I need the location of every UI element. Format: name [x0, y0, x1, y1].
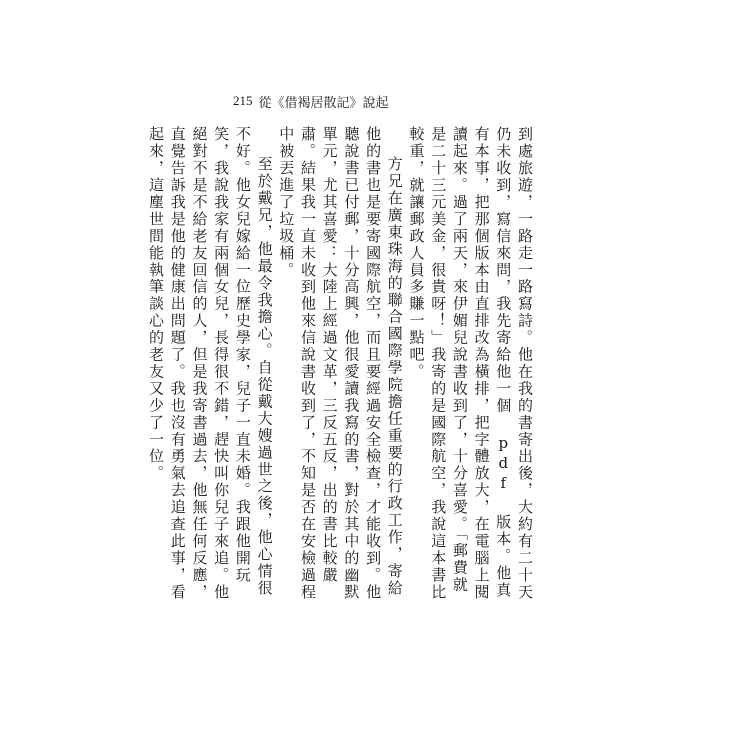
page-number: 215: [233, 93, 253, 108]
page-header: [233, 90, 389, 112]
paragraph: 方兄在廣東珠海的聯合國際學院擔任重要的行政工作，寄給他的書也是要寄國際航空，而且要經過安全檢查，才能收到。他聽說書已付郵，十分高興，他很愛讀我寫的書，對於其中的幽默單元，尤其喜愛：大陸上經過文革，三反五反，出的書比較嚴肅。結果我一直未收到他來信說書收到了，不知是否在安檢過程中被丟進了垃圾桶。: [277, 126, 404, 601]
running-title: 從《借褐居散記》說起: [258, 95, 389, 111]
vertical-body-text: [147, 126, 535, 606]
paragraph: 到處旅遊，一路走一路寫詩。他在我的書寄出後，大約有二十天仍未收到，寫信來問，我先寄給他一個 pdf 版本。他真有本事，把那個版本由直排改為橫排，把字體放大，在電腦上閱讀起來。過了兩天，來伊媚兒說書收到了，十分喜愛。「郵費就是二十三元美金，很貴呀！」我寄的是國際航空，我說這本書比較重，就讓郵政人員多賺一點吧。: [407, 126, 534, 601]
paragraph: 至於戴兄，他最令我擔心。自從戴大嫂過世之後，他心情很不好。他女兒嫁給一位歷史學家，兒子一直未婚。我跟他開玩笑，我說我家有兩個女兒，長得很不錯，趕快叫你兒子來追。他絕對不是不給老友回信的人，但是我寄書過去，他無任何反應，直覺告訴我是他的健康出問題了。我也沒有勇氣去追查此事，看起來，這塵世間能執筆談心的老友又少了一位。: [147, 126, 274, 601]
